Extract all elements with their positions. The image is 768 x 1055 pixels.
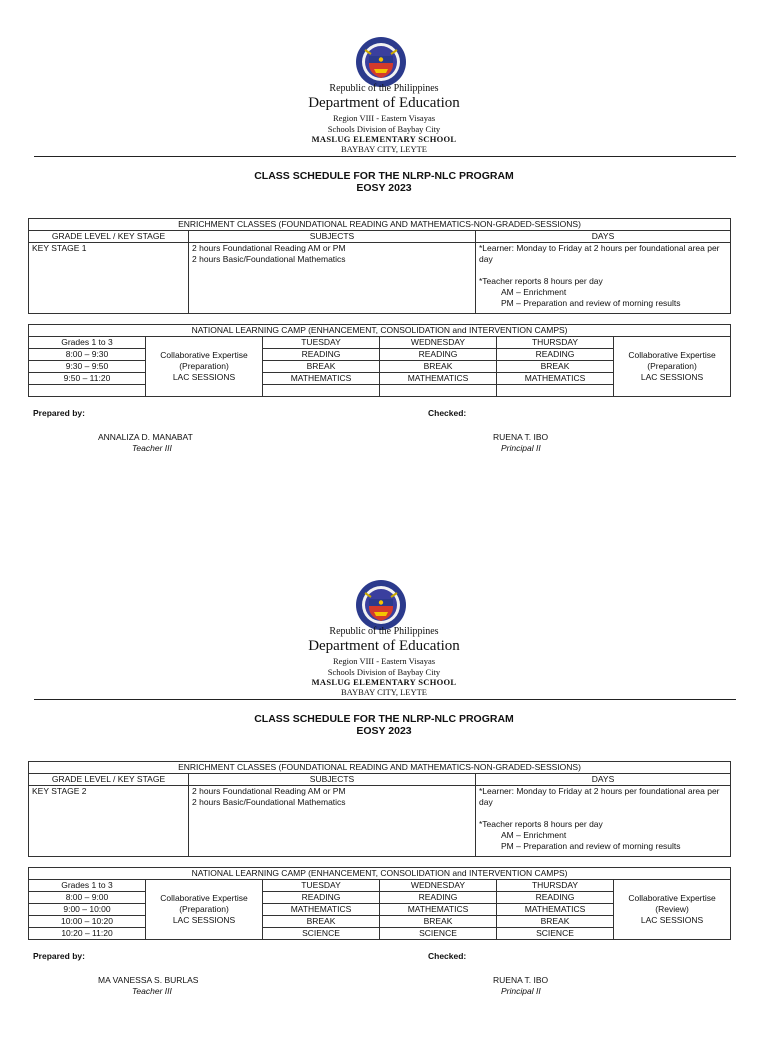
schedule-subtitle: EOSY 2023 xyxy=(356,725,412,737)
time-cell: 8:00 – 9:30 xyxy=(29,349,146,361)
time-cell: 10:00 – 10:20 xyxy=(29,916,146,928)
enrichment-table xyxy=(28,761,731,857)
right-lac-note xyxy=(614,337,731,397)
thursday-cell: MATHEMATICS xyxy=(497,904,614,916)
col-header-subjects: SUBJECTS xyxy=(189,774,476,786)
right-note-line2: (Review) xyxy=(655,904,689,914)
left-note-line3: LAC SESSIONS xyxy=(172,372,236,382)
schedule-title: CLASS SCHEDULE FOR THE NLRP-NLC PROGRAM xyxy=(254,170,514,182)
teacher-note: *Teacher reports 8 hours per day xyxy=(479,276,603,286)
enrichment-title: ENRICHMENT CLASSES (FOUNDATIONAL READING AND MATHEMATICS-NON-GRADED-SESSIONS) xyxy=(29,762,731,774)
grade-cell: KEY STAGE 2 xyxy=(29,786,189,857)
city-line: BAYBAY CITY, LEYTE xyxy=(340,687,428,697)
time-cell xyxy=(29,385,146,397)
left-lac-note xyxy=(146,337,263,397)
day-header-tuesday: TUESDAY xyxy=(263,880,380,892)
tuesday-cell: SCIENCE xyxy=(263,928,380,940)
deped-seal-icon xyxy=(355,36,407,88)
left-note-line3: LAC SESSIONS xyxy=(172,915,236,925)
preparer-position: Teacher III xyxy=(132,443,172,453)
thursday-cell: BREAK xyxy=(497,361,614,373)
checker-name: RUENA T. IBO xyxy=(493,432,549,442)
enrichment-title: ENRICHMENT CLASSES (FOUNDATIONAL READING AND MATHEMATICS-NON-GRADED-SESSIONS) xyxy=(29,219,731,231)
right-note-line2: (Preparation) xyxy=(647,361,697,371)
schedule-subtitle: EOSY 2023 xyxy=(356,182,412,194)
department-name: Department of Education xyxy=(308,95,460,111)
preparer-position: Teacher III xyxy=(132,986,172,996)
thursday-cell: READING xyxy=(497,349,614,361)
nlc-table xyxy=(28,867,731,940)
subject-reading: 2 hours Foundational Reading AM or PM xyxy=(192,786,346,796)
school-name: MASLUG ELEMENTARY SCHOOL xyxy=(311,134,457,144)
right-note-line1: Collaborative Expertise xyxy=(628,350,716,360)
subject-math: 2 hours Basic/Foundational Mathematics xyxy=(192,254,346,264)
right-note-line1: Collaborative Expertise xyxy=(628,893,716,903)
wednesday-cell: READING xyxy=(380,349,497,361)
wednesday-cell xyxy=(380,385,497,397)
col-header-grade: GRADE LEVEL / KEY STAGE xyxy=(29,774,189,786)
right-lac-note xyxy=(614,880,731,940)
wednesday-cell: BREAK xyxy=(380,361,497,373)
day-header-wednesday: WEDNESDAY xyxy=(380,337,497,349)
day-header-thursday: THURSDAY xyxy=(497,337,614,349)
header-divider xyxy=(34,156,736,157)
learner-note: *Learner: Monday to Friday at 2 hours per foundational area per day xyxy=(479,243,720,264)
wednesday-cell: MATHEMATICS xyxy=(380,904,497,916)
prepared-by-label: Prepared by: xyxy=(33,408,85,418)
subjects-cell xyxy=(189,786,476,857)
wednesday-cell: SCIENCE xyxy=(380,928,497,940)
teacher-note: *Teacher reports 8 hours per day xyxy=(479,819,603,829)
republic-line: Republic of the Philippines xyxy=(329,83,439,94)
day-header-thursday: THURSDAY xyxy=(497,880,614,892)
time-cell: 9:50 – 11:20 xyxy=(29,373,146,385)
enrichment-table xyxy=(28,218,731,314)
grades-header: Grades 1 to 3 xyxy=(29,337,146,349)
left-note-line2: (Preparation) xyxy=(179,904,229,914)
tuesday-cell: READING xyxy=(263,349,380,361)
right-note-line3: LAC SESSIONS xyxy=(640,372,704,382)
days-cell xyxy=(476,243,731,314)
schedule-section xyxy=(0,0,768,512)
day-header-wednesday: WEDNESDAY xyxy=(380,880,497,892)
pm-note: PM – Preparation and review of morning results xyxy=(501,298,681,308)
thursday-cell: BREAK xyxy=(497,916,614,928)
header-divider xyxy=(34,699,736,700)
deped-seal-icon xyxy=(355,579,407,631)
schedule-title: CLASS SCHEDULE FOR THE NLRP-NLC PROGRAM xyxy=(254,713,514,725)
checker-name: RUENA T. IBO xyxy=(493,975,549,985)
thursday-cell: SCIENCE xyxy=(497,928,614,940)
time-cell: 9:30 – 9:50 xyxy=(29,361,146,373)
grades-header: Grades 1 to 3 xyxy=(29,880,146,892)
thursday-cell: MATHEMATICS xyxy=(497,373,614,385)
school-name: MASLUG ELEMENTARY SCHOOL xyxy=(311,677,457,687)
division-line: Schools Division of Baybay City xyxy=(327,124,441,134)
learner-note: *Learner: Monday to Friday at 2 hours per foundational area per day xyxy=(479,786,720,807)
left-lac-note xyxy=(146,880,263,940)
nlc-title: NATIONAL LEARNING CAMP (ENHANCEMENT, CONSOLIDATION and INTERVENTION CAMPS) xyxy=(29,325,731,337)
checked-by-label: Checked: xyxy=(428,951,467,961)
subject-reading: 2 hours Foundational Reading AM or PM xyxy=(192,243,346,253)
right-note-line3: LAC SESSIONS xyxy=(640,915,704,925)
tuesday-cell xyxy=(263,385,380,397)
thursday-cell xyxy=(497,385,614,397)
tuesday-cell: BREAK xyxy=(263,916,380,928)
am-note: AM – Enrichment xyxy=(501,287,567,297)
preparer-name: MA VANESSA S. BURLAS xyxy=(98,975,199,985)
city-line: BAYBAY CITY, LEYTE xyxy=(340,144,428,154)
region-line: Region VIII - Eastern Visayas xyxy=(332,656,436,666)
checked-by-label: Checked: xyxy=(428,408,467,418)
wednesday-cell: BREAK xyxy=(380,916,497,928)
preparer-name: ANNALIZA D. MANABAT xyxy=(98,432,193,442)
col-header-grade: GRADE LEVEL / KEY STAGE xyxy=(29,231,189,243)
checker-position: Principal II xyxy=(501,986,541,996)
schedule-section xyxy=(0,543,768,1055)
tuesday-cell: MATHEMATICS xyxy=(263,904,380,916)
pm-note: PM – Preparation and review of morning results xyxy=(501,841,681,851)
checker-position: Principal II xyxy=(501,443,541,453)
time-cell: 8:00 – 9:00 xyxy=(29,892,146,904)
subjects-cell xyxy=(189,243,476,314)
wednesday-cell: MATHEMATICS xyxy=(380,373,497,385)
wednesday-cell: READING xyxy=(380,892,497,904)
republic-line: Republic of the Philippines xyxy=(329,626,439,637)
tuesday-cell: READING xyxy=(263,892,380,904)
prepared-by-label: Prepared by: xyxy=(33,951,85,961)
col-header-days: DAYS xyxy=(476,231,731,243)
nlc-title: NATIONAL LEARNING CAMP (ENHANCEMENT, CONSOLIDATION and INTERVENTION CAMPS) xyxy=(29,868,731,880)
nlc-table xyxy=(28,324,731,397)
am-note: AM – Enrichment xyxy=(501,830,567,840)
col-header-subjects: SUBJECTS xyxy=(189,231,476,243)
col-header-days: DAYS xyxy=(476,774,731,786)
grade-cell: KEY STAGE 1 xyxy=(29,243,189,314)
tuesday-cell: MATHEMATICS xyxy=(263,373,380,385)
tuesday-cell: BREAK xyxy=(263,361,380,373)
time-cell: 10:20 – 11:20 xyxy=(29,928,146,940)
left-note-line2: (Preparation) xyxy=(179,361,229,371)
day-header-tuesday: TUESDAY xyxy=(263,337,380,349)
division-line: Schools Division of Baybay City xyxy=(327,667,441,677)
left-note-line1: Collaborative Expertise xyxy=(160,893,248,903)
subject-math: 2 hours Basic/Foundational Mathematics xyxy=(192,797,346,807)
region-line: Region VIII - Eastern Visayas xyxy=(332,113,436,123)
department-name: Department of Education xyxy=(308,638,460,654)
days-cell xyxy=(476,786,731,857)
left-note-line1: Collaborative Expertise xyxy=(160,350,248,360)
time-cell: 9:00 – 10:00 xyxy=(29,904,146,916)
thursday-cell: READING xyxy=(497,892,614,904)
